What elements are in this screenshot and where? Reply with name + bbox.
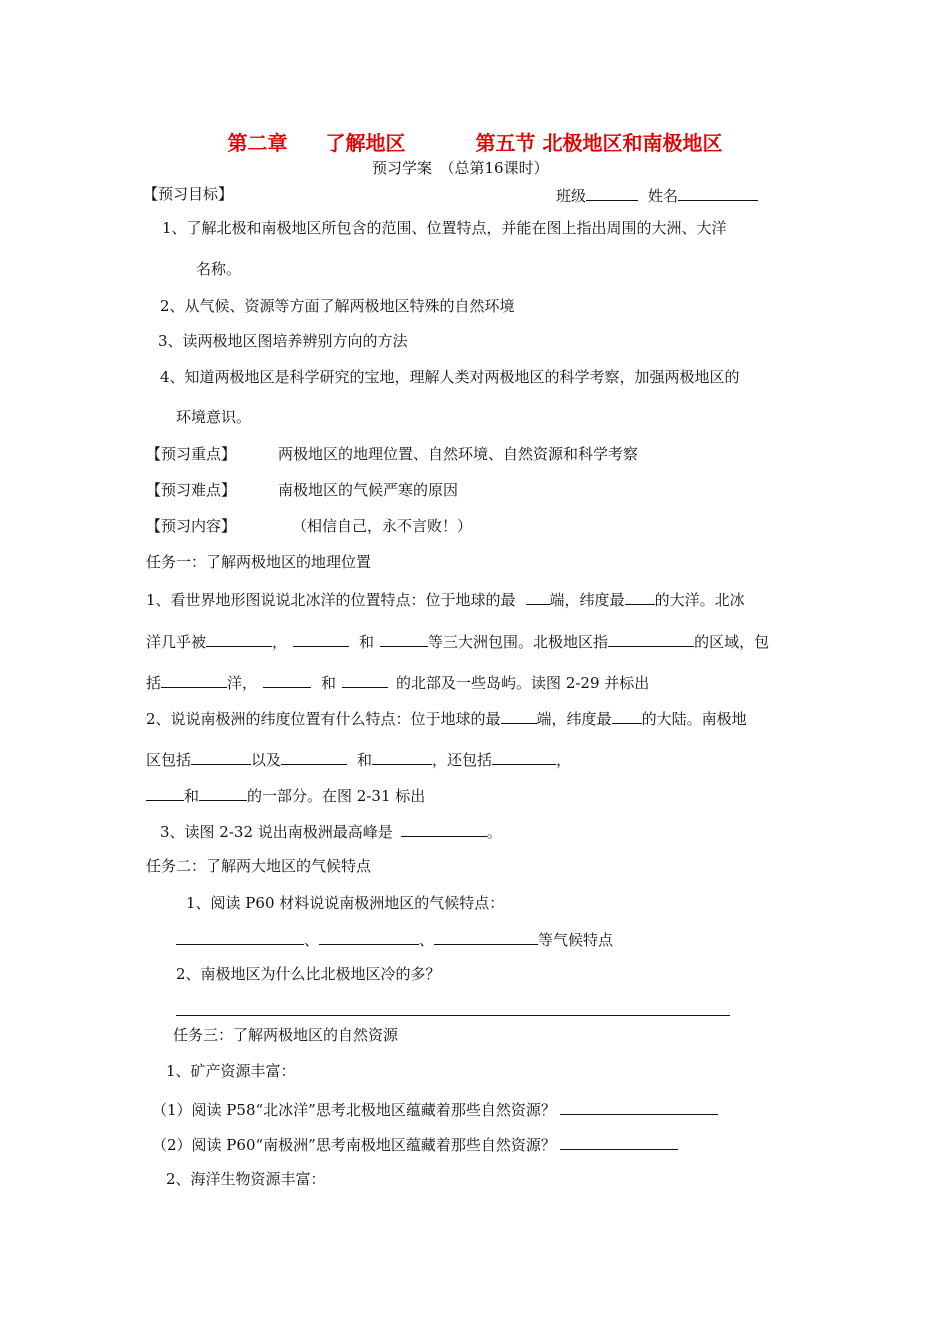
task2-q2: 2、南极地区为什么比北极地区冷的多？ bbox=[176, 965, 441, 983]
blank[interactable] bbox=[492, 748, 556, 765]
blank[interactable] bbox=[161, 671, 227, 688]
page-title bbox=[0, 130, 950, 156]
difficult-points-text: 南极地区的气候严寒的原因 bbox=[278, 481, 459, 499]
blank[interactable] bbox=[612, 707, 642, 724]
task1-q3: 3、读图 2-32 说出南极洲最高峰是 。 bbox=[160, 820, 502, 842]
goal-4a: 4、知道两极地区是科学研究的宝地，理解人类对两极地区的科学考察，加强两极地区的 bbox=[160, 368, 740, 386]
task3-title: 任务三：了解两极地区的自然资源 bbox=[173, 1026, 399, 1044]
goal-3: 3、读两极地区图培养辨别方向的方法 bbox=[158, 332, 408, 350]
blank[interactable] bbox=[372, 748, 432, 765]
blank[interactable] bbox=[281, 748, 347, 765]
blank[interactable] bbox=[401, 820, 487, 837]
section-label: 第五节 北极地区和南极地区 bbox=[475, 131, 723, 155]
blank[interactable] bbox=[191, 748, 251, 765]
content-label: 【预习内容】 bbox=[146, 517, 237, 535]
blank[interactable] bbox=[380, 630, 428, 647]
task3-s1: 1、矿产资源丰富： bbox=[166, 1062, 296, 1080]
blank[interactable] bbox=[199, 784, 247, 801]
blank[interactable] bbox=[625, 588, 655, 605]
blank[interactable] bbox=[608, 630, 694, 647]
goals-label: 【预习目标】 bbox=[143, 185, 234, 203]
blank[interactable] bbox=[293, 630, 349, 647]
task2-q1-answers: 、 、 等气候特点 bbox=[176, 928, 613, 950]
subtitle: 预习学案 （总第16课时） bbox=[372, 159, 549, 177]
goal-4b: 环境意识。 bbox=[176, 408, 252, 426]
task1-q1-line2: 洋几乎被 ， 和 等三大洲包围。北极地区指 的区域，包 bbox=[146, 630, 769, 652]
chapter-label: 第二章 bbox=[227, 131, 288, 155]
blank[interactable] bbox=[146, 784, 184, 801]
unit-label: 了解地区 bbox=[325, 131, 406, 155]
class-label: 班级 bbox=[556, 187, 587, 205]
goal-2: 2、从气候、资源等方面了解两极地区特殊的自然环境 bbox=[160, 297, 515, 315]
task1-title: 任务一：了解两极地区的地理位置 bbox=[146, 553, 372, 571]
blank[interactable] bbox=[501, 707, 537, 724]
task3-s2: 2、海洋生物资源丰富： bbox=[166, 1170, 326, 1188]
blank[interactable] bbox=[319, 928, 419, 945]
task1-q1-line3: 括 洋， 和 的北部及一些岛屿。读图 2-29 并标出 bbox=[146, 671, 649, 693]
blank[interactable] bbox=[434, 928, 538, 945]
name-label: 姓名 bbox=[648, 187, 679, 205]
blank[interactable] bbox=[206, 630, 272, 647]
blank[interactable] bbox=[263, 671, 311, 688]
task3-s1a: （1）阅读 P58“北冰洋”思考北极地区蕴藏着那些自然资源？ bbox=[152, 1098, 718, 1120]
task1-q2-line2: 区包括 以及 和 ，还包括 ， bbox=[146, 748, 571, 770]
key-points-text: 两极地区的地理位置、自然环境、自然资源和科学考察 bbox=[278, 445, 639, 463]
blank[interactable] bbox=[560, 1098, 718, 1115]
task2-q2-answer-line[interactable] bbox=[176, 1015, 730, 1016]
task2-q1: 1、阅读 P60 材料说说南极洲地区的气候特点： bbox=[186, 894, 505, 912]
key-points-label: 【预习重点】 bbox=[146, 445, 237, 463]
difficult-points-label: 【预习难点】 bbox=[146, 481, 237, 499]
blank[interactable] bbox=[342, 671, 388, 688]
blank[interactable] bbox=[176, 928, 304, 945]
content-motto: （相信自己，永不言败！） bbox=[292, 517, 473, 535]
task1-q2-line3: 和 的一部分。在图 2-31 标出 bbox=[146, 784, 425, 806]
class-blank[interactable] bbox=[586, 184, 638, 201]
task1-q2-line1: 2、说说南极洲的纬度位置有什么特点：位于地球的最 端，纬度最 的大陆。南极地 bbox=[146, 707, 747, 729]
task1-q1-line1: 1、看世界地形图说说北冰洋的位置特点：位于地球的最 端，纬度最 的大洋。北冰 bbox=[146, 588, 745, 610]
task3-s1b: （2）阅读 P60“南极洲”思考南极地区蕴藏着那些自然资源？ bbox=[152, 1133, 678, 1155]
name-blank[interactable] bbox=[678, 184, 758, 201]
class-name-row bbox=[556, 184, 758, 206]
blank[interactable] bbox=[526, 588, 550, 605]
blank[interactable] bbox=[560, 1133, 678, 1150]
goal-1a: 1、了解北极和南极地区所包含的范围、位置特点，并能在图上指出周围的大洲、大洋 bbox=[162, 219, 727, 237]
task2-title: 任务二：了解两大地区的气候特点 bbox=[146, 857, 372, 875]
goal-1b: 名称。 bbox=[196, 260, 242, 278]
